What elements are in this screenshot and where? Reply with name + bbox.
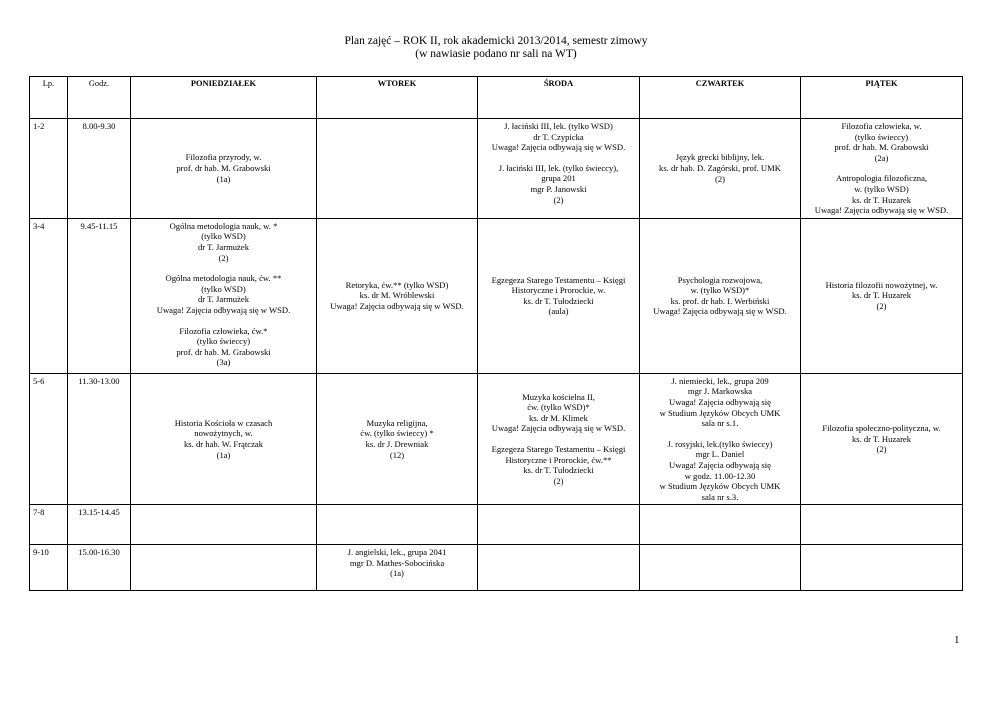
class-entry <box>320 418 474 460</box>
class-entry <box>134 221 313 263</box>
class-entry <box>320 280 474 312</box>
entry-line: (3a) <box>216 357 231 368</box>
header-lp: Lp. <box>30 77 68 119</box>
entry-line: dr T. Jarmużek <box>198 241 249 252</box>
entry-line: Filozofia społeczno-polityczna, w. <box>822 423 941 434</box>
entry-line: Historyczne i Prorockie, ćw.** <box>505 454 612 465</box>
entry-line: (aula) <box>548 306 569 317</box>
table-header-row <box>30 77 963 119</box>
entry-line: Uwaga! Zajęcia odbywają się w WSD. <box>814 205 949 216</box>
entry-line: ks. dr T. Tułodziecki <box>523 295 594 306</box>
table-row <box>30 218 963 373</box>
entry-line: (tylko WSD) <box>201 231 246 242</box>
class-entry <box>481 392 636 434</box>
entry-line: (2) <box>553 194 564 205</box>
entry-line: Egzegeza Starego Testamentu – Księgi <box>491 444 626 455</box>
schedule-table <box>29 76 963 591</box>
entry-line: ks. dr T. Huzarek <box>851 433 912 444</box>
cell-r5-tuesday <box>317 545 478 591</box>
cell-r3-monday <box>131 373 317 505</box>
cell-r5-wednesday <box>478 545 640 591</box>
cell-r4-wednesday <box>478 505 640 545</box>
class-entry <box>481 444 636 486</box>
header-tuesday: WTOREK <box>317 77 478 119</box>
entry-line: ks. dr T. Huzarek <box>851 290 912 301</box>
cell-godz: 8.00-9.30 <box>68 119 131 219</box>
entry-line: Antropologia filozoficzna, <box>835 173 928 184</box>
entry-line: dr T. Czypicka <box>533 131 584 142</box>
page-number: 1 <box>954 634 960 646</box>
cell-r4-tuesday <box>317 505 478 545</box>
entry-line: ćw. (tylko świeccy) * <box>360 428 434 439</box>
entry-line: mgr J. Markowska <box>687 386 753 397</box>
entry-line: mgr L. Daniel <box>695 449 745 460</box>
entry-line: Muzyka religijna, <box>366 417 428 428</box>
header-thursday: CZWARTEK <box>640 77 801 119</box>
entry-line: (1a) <box>216 449 231 460</box>
class-entry <box>134 152 313 184</box>
entry-line: Uwaga! Zajęcia odbywają się w WSD. <box>330 301 464 312</box>
entry-line: (1a) <box>216 173 231 184</box>
class-entry <box>320 547 474 579</box>
entry-line: ks. dr hab. W. Frątczak <box>184 439 263 450</box>
entry-line: Uwaga! Zajęcia odbywają się w WSD. <box>653 306 787 317</box>
entry-line: dr T. Jarmużek <box>198 294 249 305</box>
entry-line: Filozofia przyrody, w. <box>185 152 262 163</box>
entry-line: prof. dr hab. M. Grabowski <box>834 142 929 153</box>
cell-r2-friday <box>801 218 963 373</box>
cell-godz: 15.00-16.30 <box>68 545 131 591</box>
cell-godz: 11.30-13.00 <box>68 373 131 505</box>
cell-r2-wednesday <box>478 218 640 373</box>
cell-r3-thursday <box>640 373 801 505</box>
entry-line: J. łaciński III, lek. (tylko świeccy), <box>498 162 619 173</box>
entry-line: (2) <box>553 475 564 486</box>
class-entry <box>134 326 313 368</box>
cell-r2-monday <box>131 218 317 373</box>
entry-line: ks. dr M. Wróblewski <box>359 290 435 301</box>
entry-line: Uwaga! Zajęcia odbywają się <box>669 396 771 407</box>
cell-godz: 9.45-11.15 <box>68 218 131 373</box>
entry-line: ks. dr M. Klimek <box>529 412 588 423</box>
cell-r5-friday <box>801 545 963 591</box>
entry-line: Historyczne i Prorockie, w. <box>511 285 606 296</box>
entry-line: Język grecki biblijny, lek. <box>675 152 765 163</box>
class-entry <box>481 121 636 153</box>
table-row <box>30 119 963 219</box>
table-row <box>30 545 963 591</box>
class-entry <box>804 121 959 163</box>
entry-line: ks. dr J. Drewniak <box>365 439 429 450</box>
header-godz: Godz. <box>68 77 131 119</box>
entry-line: w. (tylko WSD) <box>854 183 909 194</box>
entry-line: Filozofia człowieka, w. <box>841 121 922 131</box>
entry-line: ks. dr T. Tułodziecki <box>523 465 594 476</box>
entry-line: (2) <box>876 444 887 455</box>
entry-line: sala nr s.1. <box>701 418 739 429</box>
entry-line: Ogólna metodologia nauk, w. * <box>169 220 278 231</box>
entry-line: (12) <box>389 449 405 460</box>
entry-line: ćw. (tylko WSD)* <box>527 402 590 413</box>
class-entry <box>643 376 797 429</box>
header-friday: PIĄTEK <box>801 77 963 119</box>
cell-r4-thursday <box>640 505 801 545</box>
cell-r3-wednesday <box>478 373 640 505</box>
entry-line: Muzyka kościelna II, <box>522 391 595 402</box>
class-entry <box>804 280 959 312</box>
cell-r1-wednesday <box>478 119 640 219</box>
entry-line: J. angielski, lek., grupa 2041 <box>347 547 447 558</box>
cell-godz: 13.15-14.45 <box>68 505 131 545</box>
header-monday: PONIEDZIAŁEK <box>131 77 317 119</box>
class-entry <box>643 439 797 503</box>
entry-line: Uwaga! Zajęcia odbywają się w WSD. <box>156 304 291 315</box>
cell-lp: 7-8 <box>30 505 68 545</box>
entry-line: Historia Kościoła w czasach <box>174 417 273 428</box>
entry-line: grupa 201 <box>541 173 576 184</box>
entry-line: ks. prof. dr hab. I. Werbiński <box>670 295 770 306</box>
cell-r2-tuesday <box>317 218 478 373</box>
class-entry <box>643 152 797 184</box>
entry-line: Ogólna metodologia nauk, ćw. ** <box>165 273 282 284</box>
cell-lp: 1-2 <box>30 119 68 219</box>
entry-line: J. niemiecki, lek., grupa 209 <box>671 375 769 386</box>
class-entry <box>481 275 636 317</box>
entry-line: Uwaga! Zajęcia odbywają się w WSD. <box>491 423 626 434</box>
entry-line: (2) <box>218 252 229 263</box>
entry-line: Filozofia człowieka, ćw.* <box>179 325 268 336</box>
cell-lp: 3-4 <box>30 218 68 373</box>
entry-line: nowożytnych, w. <box>194 428 253 439</box>
entry-line: Uwaga! Zajęcia odbywają się w WSD. <box>491 142 626 153</box>
cell-lp: 5-6 <box>30 373 68 505</box>
cell-r4-friday <box>801 505 963 545</box>
entry-line: (2a) <box>874 152 889 163</box>
class-entry <box>134 273 313 315</box>
entry-line: J. rosyjski, lek.(tylko świeccy) <box>667 438 773 449</box>
header-wednesday: ŚRODA <box>478 77 640 119</box>
cell-r1-thursday <box>640 119 801 219</box>
entry-line: w Studium Języków Obcych UMK <box>659 481 781 492</box>
class-entry <box>134 418 313 460</box>
cell-r1-tuesday <box>317 119 478 219</box>
cell-r1-monday <box>131 119 317 219</box>
entry-line: Retoryka, ćw.** (tylko WSD) <box>345 279 449 290</box>
cell-r2-thursday <box>640 218 801 373</box>
entry-line: (2) <box>876 301 887 312</box>
cell-r3-tuesday <box>317 373 478 505</box>
page-title: Plan zajęć – ROK II, rok akademicki 2013/2014, semestr zimowy <box>344 35 648 47</box>
class-entry <box>481 163 636 205</box>
entry-line: J. łaciński III, lek. (tylko WSD) <box>504 121 613 131</box>
entry-line: prof. dr hab. M. Grabowski <box>176 346 271 357</box>
entry-line: w Studium Języków Obcych UMK <box>659 407 781 418</box>
cell-r5-monday <box>131 545 317 591</box>
cell-r5-thursday <box>640 545 801 591</box>
class-entry <box>804 423 959 455</box>
entry-line: (2) <box>714 173 726 184</box>
entry-line: ks. dr T. Huzarek <box>851 194 912 205</box>
entry-line: prof. dr hab. M. Grabowski <box>176 163 271 174</box>
entry-line: sala nr s.3. <box>701 491 739 502</box>
entry-line: Historia filozofii nowożytnej, w. <box>825 279 938 290</box>
cell-r3-friday <box>801 373 963 505</box>
entry-line: (tylko świeccy) <box>196 336 251 347</box>
cell-lp: 9-10 <box>30 545 68 591</box>
entry-line: mgr D. Mathes-Sobocińska <box>349 557 445 568</box>
page-subtitle: (w nawiasie podano nr sali na WT) <box>415 48 577 60</box>
cell-r4-monday <box>131 505 317 545</box>
entry-line: (tylko świeccy) <box>854 131 909 142</box>
entry-line: w godz. 11.00-12.30 <box>684 470 756 481</box>
entry-line: (tylko WSD) <box>201 283 246 294</box>
table-row <box>30 505 963 545</box>
entry-line: Psychologia rozwojowa, <box>677 274 763 285</box>
entry-line: ks. dr hab. D. Zagórski, prof. UMK <box>659 163 781 174</box>
entry-line: w. (tylko WSD)* <box>690 285 750 296</box>
entry-line: mgr P. Janowski <box>530 183 587 194</box>
table-row <box>30 373 963 505</box>
cell-r1-friday <box>801 119 963 219</box>
entry-line: Uwaga! Zajęcia odbywają się <box>669 459 771 470</box>
class-entry <box>804 173 959 215</box>
entry-line: (1a) <box>390 568 404 579</box>
entry-line: Egzegeza Starego Testamentu – Księgi <box>491 274 626 285</box>
class-entry <box>643 275 797 317</box>
